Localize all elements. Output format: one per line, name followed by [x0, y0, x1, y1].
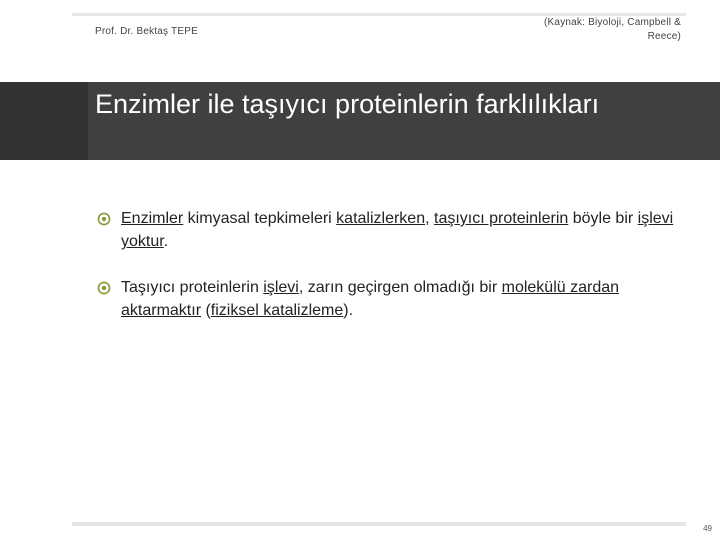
bullet-1-part-2: katalizlerken [336, 210, 426, 227]
bullet-1-part-6: işlevi yoktur [121, 210, 674, 250]
circled-dot-icon [97, 212, 111, 226]
bullet-text-1 [121, 210, 673, 250]
bullet-1-part-3: , [425, 210, 434, 227]
bullet-1-part-4: taşıyıcı proteinlerin [434, 210, 569, 227]
bullet-text-2 [121, 279, 619, 319]
bullet-list [97, 207, 692, 345]
bullet-2-part-1: işlevi [263, 279, 299, 296]
circled-dot-icon [97, 281, 111, 295]
source-citation: (Kaynak: Biyoloji, Campbell & Reece) [544, 17, 681, 42]
bullet-2-part-4: ( [201, 302, 211, 319]
footer-rule [72, 522, 686, 526]
bullet-item-1 [97, 207, 692, 253]
bullet-1-part-7: . [163, 233, 169, 250]
slide-title: Enzimler ile taşıyıcı proteinlerin farklılıkları [95, 89, 600, 119]
bullet-1-part-1: kimyasal tepkimeleri [183, 210, 337, 227]
bullet-2-part-0: Taşıyıcı proteinlerin [121, 279, 264, 296]
author-label: Prof. Dr. Bektaş TEPE [95, 26, 198, 37]
bullet-2-part-3: molekülü zardan aktarmaktır [121, 279, 620, 319]
bullet-2-part-2: , zarın geçirgen olmadığı bir [298, 279, 502, 296]
bullet-2-part-5: fiziksel katalizleme [210, 302, 344, 319]
page-number: 49 [703, 524, 712, 533]
bullet-item-2 [97, 276, 692, 322]
bullet-2-part-6: ). [343, 302, 354, 319]
bullet-1-part-5: böyle bir [568, 210, 638, 227]
bullet-1-part-0: Enzimler [121, 210, 184, 227]
title-band-left [0, 82, 88, 160]
